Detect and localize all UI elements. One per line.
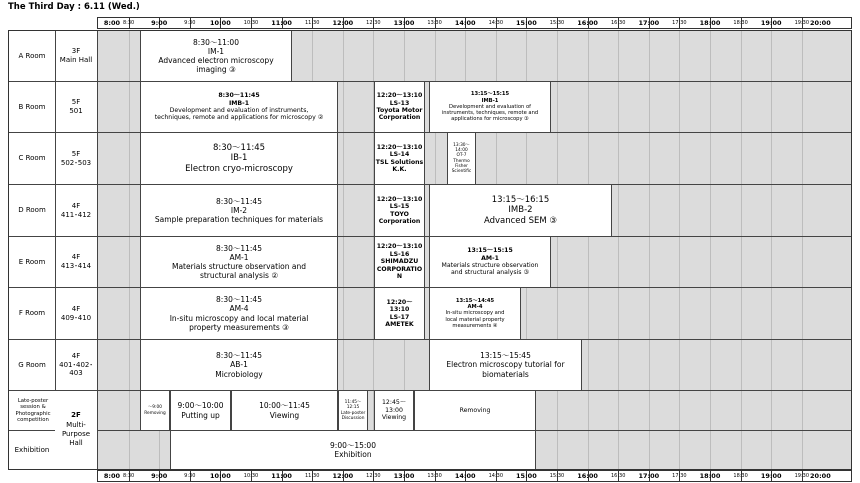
timeline-half-label: 11:30 [304,20,320,26]
timeline-hour-label: 16:00 [577,19,598,27]
row-e-room [9,237,851,288]
session-ls-15: 12:20～13:10 LS-15 TOYO Corporation [374,185,425,236]
grid-line [771,237,772,287]
grid-line [771,391,772,430]
grid-line [710,431,711,469]
room-label: F Room [9,288,56,339]
grid-line [557,133,558,184]
room-label: C Room [9,133,56,184]
grid-line [802,288,803,339]
timeline-hour-label: 13:00 [393,472,415,480]
timeline-half-label: 17:30 [672,20,687,26]
grid-line [404,340,405,390]
grid-line [679,31,680,81]
grid-line [741,82,742,132]
grid-line [741,340,742,390]
timeline-half-label: 15:30 [549,473,565,479]
timeline-hour-label: 18:00 [699,19,721,27]
session-viewing-noon: 12:45～ 13:00 Viewing [374,391,414,430]
timeline-hour-label: 12:00 [332,19,354,27]
grid-line [526,31,527,81]
grid-line [710,31,711,81]
grid-line [679,185,680,236]
row-g-room [9,340,851,391]
timeline-half-label: 12:30 [366,20,381,26]
timeline-hour-label: 11:00 [271,19,292,27]
grid-line [802,391,803,430]
grid-line [557,82,558,132]
room-floor: 5F 501 [55,82,98,132]
grid-line [557,431,558,469]
grid-line [649,185,650,236]
timeline-hour-label: 8:00 [103,19,121,27]
grid-line [343,340,344,390]
grid-line [802,185,803,236]
grid-line [679,82,680,132]
grid-line [496,133,497,184]
session-ot-7: 13:30～ 14:00 OT-7 Thermo Fisher Scientific [447,133,476,184]
row-f-room [9,288,851,340]
session-am-4-morning: 8:30～11:45 AM-4 In-situ microscopy and local material property measurements ③ [140,288,338,339]
grid-line [343,31,344,81]
timeline-top [97,17,852,29]
grid-line [649,288,650,339]
room-floor: 5F 502･503 [55,133,98,184]
timeline-hour-label: 11:00 [271,472,292,480]
grid-line [771,82,772,132]
grid-line [618,431,619,469]
timeline-half-label: 13:30 [427,20,442,26]
row-a-room [9,31,851,82]
session-am-4-afternoon: 13:15～14:45 AM-4 In-situ microscopy and local material property measurements ④ [429,288,521,339]
timeline-half-label: 19:30 [794,20,810,26]
session-tutorial: 13:15～15:45 Electron microscopy tutorial for biomaterials [429,340,582,390]
session-ls-17: 12:20～ 13:10 LS-17 AMETEK [374,288,425,339]
row-d-room [9,185,851,237]
grid-line [373,31,374,81]
grid-line [618,133,619,184]
timeline-half-label: 14:30 [488,473,504,479]
grid-line [649,431,650,469]
room-label: A Room [9,31,56,81]
timeline-hour-label: 12:00 [332,472,354,480]
timeline-hour-label: 9:00 [151,19,168,27]
grid-line [679,431,680,469]
grid-line [343,237,344,287]
timeline-half-label: 18:30 [733,473,748,479]
room-label: B Room [9,82,56,132]
grid-line [557,391,558,430]
timeline-hour-label: 9:00 [151,472,168,480]
grid-line [802,431,803,469]
grid-line [557,288,558,339]
timeline-hour-label: 18:00 [699,472,721,480]
grid-line [588,133,589,184]
timeline-hour-label: 14:00 [454,472,476,480]
timeline-half-label: 16:30 [610,473,626,479]
grid-line [741,288,742,339]
session-imb-1-afternoon: 13:15～15:15 IMB-1 Development and evaluation of instruments, techniques, remote and applications for microscopy ③ [429,82,551,132]
room-label: Late-poster session & Photographic competition [9,391,58,430]
session-late-poster-discussion: 11:45～ 12:15 Late-poster Discussion [338,391,368,430]
grid-line [557,31,558,81]
timeline-hour-label: 10:00 [210,472,231,480]
grid-line [618,391,619,430]
session-removing-late: Removing [414,391,536,430]
page-title: The Third Day : 6.11 (Wed.) [8,2,140,12]
row-late-poster [9,391,851,431]
session-removing-early: ～9:00 Removing [140,391,170,430]
session-ls-16: 12:20～13:10 LS-16 SHIMADZU CORPORATIO N [374,237,425,287]
room-label: G Room [9,340,56,390]
timeline-hour-label: 16:00 [577,472,598,480]
grid-line [343,185,344,236]
timeline-half-label: 8:30 [122,473,135,479]
grid-line [618,288,619,339]
grid-line [588,391,589,430]
grid-line [129,391,130,430]
grid-line [404,31,405,81]
timeline-half-label: 9:30 [184,20,196,26]
session-ls-13: 12:20～13:10 LS-13 Toyota Motor Corporation [374,82,425,132]
grid-line [802,340,803,390]
grid-line [588,31,589,81]
row-exhibition [9,431,851,469]
grid-line [435,31,436,81]
timeline-half-label: 8:30 [122,20,135,26]
timeline-hour-label: 10:00 [210,19,231,27]
timeline-hour-label: 14:00 [454,19,476,27]
grid-line [129,340,130,390]
merged-floor-cell: 2F Multi- Purpose Hall [55,391,98,469]
grid-line [771,31,772,81]
timeline-hour-label: 15:00 [516,472,537,480]
room-floor: 3F Main Hall [55,31,98,81]
grid-line [373,340,374,390]
grid-line [649,82,650,132]
grid-line [802,237,803,287]
timeline-hour-label: 15:00 [516,19,537,27]
timeline-hour-label: 19:00 [760,19,782,27]
grid-line [435,133,436,184]
grid-line [588,340,589,390]
timeline-half-label: 12:30 [366,473,381,479]
schedule-grid [8,30,852,470]
grid-line [710,133,711,184]
grid-line [710,185,711,236]
room-floor: 4F 401･402･ 403 [55,340,98,390]
timeline-half-label: 10:30 [243,473,259,479]
grid-line [710,82,711,132]
grid-line [679,237,680,287]
grid-line [129,82,130,132]
grid-line [588,288,589,339]
session-am-1-morning: 8:30～11:45 AM-1 Materials structure observation and structural analysis ② [140,237,338,287]
session-viewing-morning: 10:00～11:45 Viewing [231,391,338,430]
session-am-1-afternoon: 13:15～15:15 AM-1 Materials structure observation and structural analysis ③ [429,237,551,287]
grid-line [649,31,650,81]
room-label: E Room [9,237,56,287]
timeline-half-label: 15:30 [549,20,565,26]
timeline-hour-label: 13:00 [393,19,415,27]
grid-line [741,133,742,184]
grid-line [679,288,680,339]
grid-line [802,31,803,81]
grid-line [679,340,680,390]
grid-line [710,288,711,339]
room-floor: 4F 413･414 [55,237,98,287]
grid-line [771,340,772,390]
grid-line [649,391,650,430]
session-ls-14: 12:20～13:10 LS-14 TSL Solutions K.K. [374,133,425,184]
timeline-half-label: 11:30 [304,473,320,479]
timeline-half-label: 9:30 [184,473,196,479]
grid-line [649,237,650,287]
timeline-half-label: 10:30 [243,20,259,26]
room-label: Exhibition [9,431,56,469]
grid-line [129,31,130,81]
room-floor: 4F 411･412 [55,185,98,236]
grid-line [343,82,344,132]
grid-line [343,288,344,339]
grid-line [741,431,742,469]
room-label: D Room [9,185,56,236]
session-ib-1: 8:30～11:45 IB-1 Electron cryo-microscopy [140,133,338,184]
row-b-room [9,82,851,133]
grid-line [618,185,619,236]
session-ab-1: 8:30～11:45 AB-1 Microbiology [140,340,338,390]
session-imb-1-morning: 8:30～11:45 IMB-1 Development and evaluation of instruments, techniques, remote and applications for microscopy ② [140,82,338,132]
grid-line [465,31,466,81]
timeline-hour-label: 20:00 [810,472,831,480]
row-c-room [9,133,851,185]
grid-line [312,31,313,81]
grid-line [741,391,742,430]
grid-line [159,431,160,469]
grid-line [679,133,680,184]
timeline-half-label: 19:30 [794,473,810,479]
session-im-2: 8:30～11:45 IM-2 Sample preparation techniques for materials [140,185,338,236]
grid-line [649,133,650,184]
grid-line [771,288,772,339]
grid-line [496,31,497,81]
grid-line [129,288,130,339]
session-imb-2: 13:15～16:15 IMB-2 Advanced SEM ③ [429,185,612,236]
grid-line [618,82,619,132]
grid-line [741,31,742,81]
timeline-half-label: 17:30 [672,473,687,479]
timeline-half-label: 16:30 [610,20,626,26]
grid-line [741,185,742,236]
grid-line [802,82,803,132]
grid-line [526,288,527,339]
timeline-hour-label: 20:00 [810,19,831,27]
timeline-bottom [97,470,852,482]
grid-line [557,237,558,287]
grid-line [588,431,589,469]
grid-line [679,391,680,430]
timeline-hour-label: 8:00 [103,472,121,480]
grid-line [618,237,619,287]
session-im-1: 8:30～11:00 IM-1 Advanced electron microscopy imaging ③ [140,31,292,81]
grid-line [618,340,619,390]
grid-line [710,391,711,430]
grid-line [771,133,772,184]
grid-line [129,133,130,184]
session-putting-up: 9:00～10:00 Putting up [170,391,231,430]
grid-line [588,237,589,287]
timeline-half-label: 18:30 [733,20,748,26]
grid-line [771,431,772,469]
grid-line [618,31,619,81]
timeline-half-label: 14:30 [488,20,504,26]
grid-line [649,340,650,390]
grid-line [710,340,711,390]
grid-line [129,431,130,469]
timeline-hour-label: 19:00 [760,472,782,480]
timeline-hour-label: 17:00 [638,19,660,27]
grid-line [771,185,772,236]
grid-line [129,237,130,287]
session-exhibition: 9:00～15:00 Exhibition [170,431,536,469]
grid-line [710,237,711,287]
grid-line [741,237,742,287]
grid-line [588,82,589,132]
grid-line [129,185,130,236]
room-floor: 4F 409･410 [55,288,98,339]
grid-line [526,133,527,184]
grid-line [343,133,344,184]
timeline-hour-label: 17:00 [638,472,660,480]
grid-line [802,133,803,184]
timeline-half-label: 13:30 [427,473,442,479]
